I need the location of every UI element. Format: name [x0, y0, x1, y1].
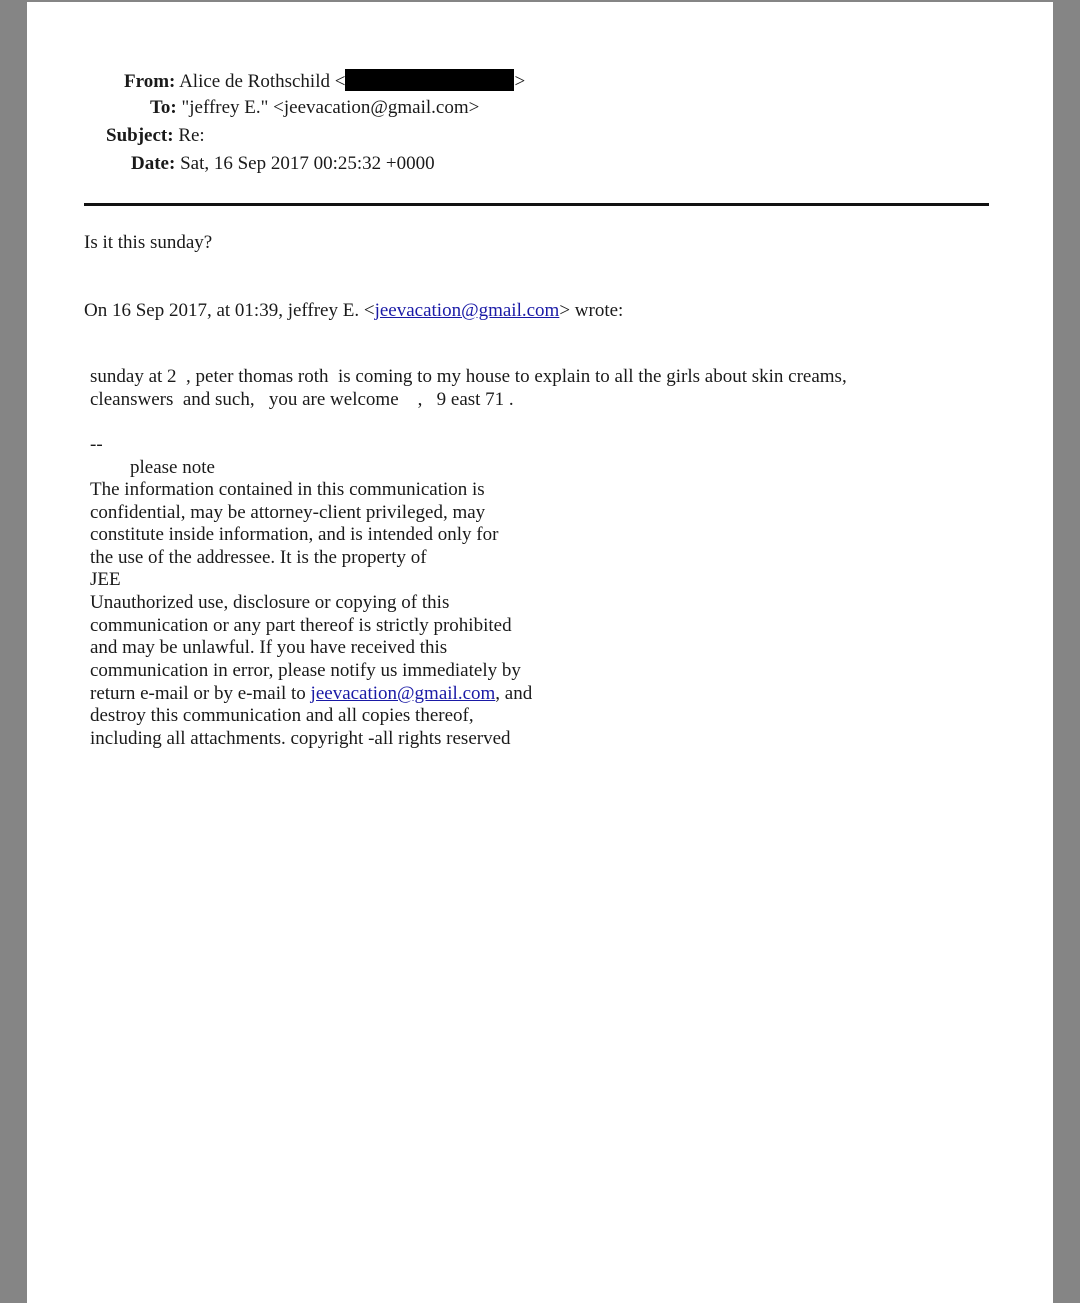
quote-intro [84, 300, 623, 322]
redaction-bar [345, 69, 514, 91]
notice-return-line [90, 683, 532, 705]
notice-line: constitute inside information, and is intended only for [90, 524, 499, 545]
notice-line: communication or any part thereof is strictly prohibited [90, 615, 512, 636]
to-value: "jeffrey E." <jeevacation@gmail.com> [181, 97, 480, 118]
notice-line: destroy this communication and all copies thereof, [90, 705, 474, 726]
notice-return-before: return e-mail or by e-mail to [90, 683, 311, 704]
message-line: cleanswers and such, you are welcome , 9 east 71 . [90, 389, 514, 410]
reply-text: Is it this sunday? [84, 232, 213, 253]
message-line: sunday at 2 , peter thomas roth is coming to my house to explain to all the girls about skin creams, [90, 366, 847, 387]
quote-intro-after: > wrote: [559, 300, 624, 321]
to-label: To: [150, 97, 177, 118]
header-subject [106, 125, 205, 147]
notice-line: communication in error, please notify us immediately by [90, 660, 521, 681]
notice-line: and may be unlawful. If you have received this [90, 637, 448, 658]
quote-intro-before: On 16 Sep 2017, at 01:39, jeffrey E. < [84, 300, 375, 321]
subject-label: Subject: [106, 125, 174, 146]
header-date [131, 153, 435, 175]
notice-email-link[interactable]: jeevacation@gmail.com [310, 683, 496, 704]
header-divider [84, 203, 989, 206]
date-label: Date: [131, 153, 176, 174]
quote-email-link[interactable]: jeevacation@gmail.com [374, 300, 560, 321]
from-close: > [514, 71, 526, 92]
notice-line: The information contained in this communication is [90, 479, 485, 500]
notice-return-after: , and [495, 683, 533, 704]
note-heading: please note [130, 457, 215, 478]
email-printout-page [27, 2, 1053, 1303]
from-label: From: [124, 71, 176, 92]
from-name: Alice de Rothschild < [179, 71, 346, 92]
notice-line: confidential, may be attorney-client privileged, may [90, 502, 486, 523]
signature-separator: -- [90, 434, 103, 455]
header-from [124, 69, 525, 93]
header-to [150, 97, 479, 119]
subject-value: Re: [178, 125, 205, 146]
notice-line: JEE [90, 569, 121, 590]
date-value: Sat, 16 Sep 2017 00:25:32 +0000 [180, 153, 435, 174]
notice-line: the use of the addressee. It is the property of [90, 547, 427, 568]
notice-line: Unauthorized use, disclosure or copying of this [90, 592, 450, 613]
notice-line: including all attachments. copyright -all rights reserved [90, 728, 511, 749]
